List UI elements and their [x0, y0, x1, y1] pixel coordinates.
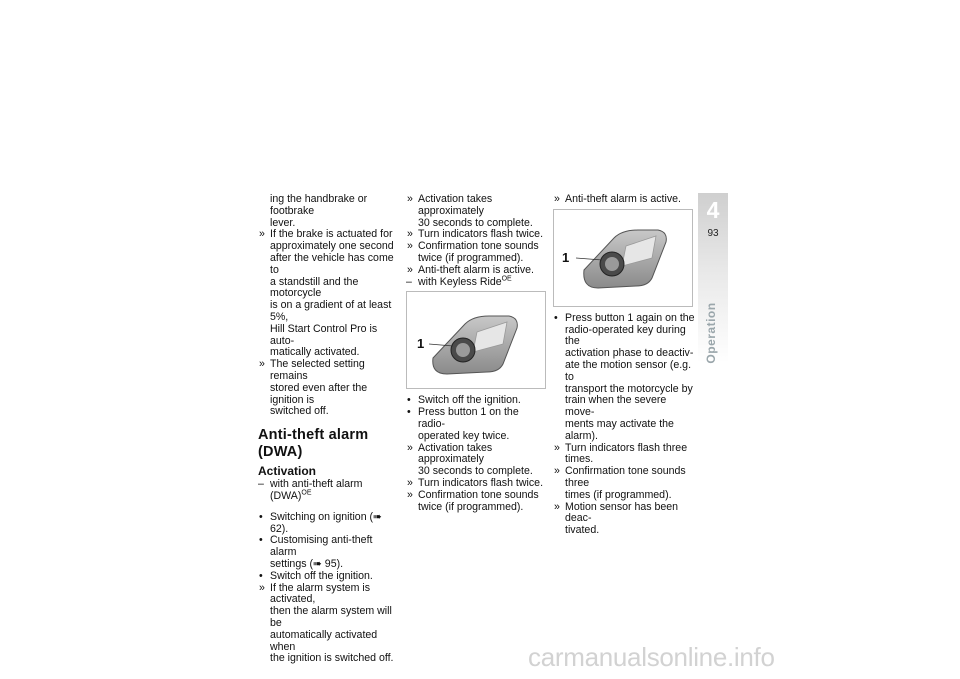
line-text: If the brake is actuated for: [270, 228, 393, 241]
line-text: the ignition is switched off.: [270, 652, 394, 665]
text-line: [258, 653, 400, 665]
line-text: settings (➠ 95).: [270, 557, 344, 570]
key-fob-illustration: [554, 210, 692, 306]
key-fob-figure: [406, 291, 546, 389]
text-line: [258, 583, 400, 607]
dash-marker: –: [406, 275, 412, 288]
text-line: [258, 300, 400, 324]
line-text: The selected setting remains: [270, 358, 365, 382]
line-text: approximately one second: [270, 240, 394, 253]
text-line: [258, 277, 400, 301]
text-line: [406, 407, 548, 431]
figure-callout-1: 1: [562, 249, 570, 265]
line-text: times.: [565, 453, 594, 466]
line-text: Press button 1 again on the: [565, 311, 695, 324]
subheading: Activation: [258, 464, 317, 479]
text-line: [258, 194, 400, 218]
line-text: Activation takes approximately: [418, 441, 493, 466]
text-line: [553, 194, 695, 206]
line-text: activation phase to deactiv-: [565, 347, 694, 360]
text-line: [258, 253, 400, 277]
text-line: [258, 324, 400, 348]
line-text: times (if programmed).: [565, 488, 672, 501]
line-text: tivated.: [565, 524, 600, 537]
line-text: Switch off the ignition.: [418, 394, 521, 407]
text-line: [406, 443, 548, 467]
line-text: twice (if programmed).: [418, 500, 524, 513]
list-marker: »: [554, 500, 560, 513]
line-text: Confirmation tone sounds: [418, 488, 539, 501]
list-marker: »: [407, 263, 413, 276]
list-marker: »: [407, 240, 413, 253]
list-marker: •: [259, 569, 263, 582]
line-text: Turn indicators flash twice.: [418, 228, 544, 241]
line-text: Motion sensor has been deac-: [565, 500, 679, 525]
chapter-label: [696, 300, 726, 370]
col1-lines-a: [258, 194, 400, 418]
column-1: [258, 194, 400, 665]
line-text: Customising anti-theft alarm: [270, 534, 373, 559]
text-line: [553, 395, 695, 419]
list-marker: •: [407, 394, 411, 407]
line-text: lever.: [270, 216, 296, 229]
text-line: [553, 466, 695, 490]
text-line: [258, 359, 400, 383]
col1-lines-b: [258, 512, 400, 665]
line-text: Confirmation tone sounds three: [565, 465, 686, 489]
line-text: Activation takes approximately: [418, 193, 493, 217]
figure-callout-1: 1: [417, 336, 425, 352]
option-line-dwa: [258, 479, 400, 503]
line-text: then the alarm system will be: [270, 605, 392, 629]
option-sup: OE: [301, 489, 312, 497]
page-number: 93: [707, 228, 719, 239]
list-marker: »: [407, 228, 413, 241]
text-line: [553, 360, 695, 384]
text-line: [258, 406, 400, 418]
chapter-number: 4: [706, 197, 720, 223]
line-text: stored even after the ignition is: [270, 381, 368, 406]
line-text: 30 seconds to complete.: [418, 465, 533, 478]
line-text: Press button 1 on the radio-: [418, 406, 519, 430]
line-text: Switching on ignition (➠ 62).: [270, 510, 382, 535]
line-text: automatically activated when: [270, 628, 378, 653]
line-text: Turn indicators flash twice.: [418, 476, 544, 489]
option-text: with anti-theft alarm (DWA): [270, 478, 363, 502]
watermark: carmanualsonline.info: [528, 642, 775, 672]
section-heading: Anti-theft alarm (DWA): [258, 427, 369, 461]
text-line: [553, 325, 695, 349]
key-fob-figure-2: [553, 209, 693, 307]
text-line: [258, 535, 400, 559]
line-text: transport the motorcycle by: [565, 382, 693, 395]
line-text: ments may activate the alarm).: [565, 417, 674, 442]
list-marker: »: [407, 441, 413, 454]
chapter-label-text: Operation: [704, 302, 718, 364]
line-text: twice (if programmed).: [418, 251, 524, 264]
line-text: Turn indicators flash three: [565, 441, 688, 454]
text-line: [406, 502, 548, 514]
list-marker: »: [259, 228, 265, 241]
list-marker: •: [554, 311, 558, 324]
option-sup: OE: [501, 275, 512, 283]
list-marker: »: [259, 581, 265, 594]
line-text: 30 seconds to complete.: [418, 216, 533, 229]
list-marker: •: [259, 510, 263, 523]
line-text: switched off.: [270, 405, 329, 418]
list-marker: •: [407, 406, 411, 419]
text-line: [553, 525, 695, 537]
line-text: operated key twice.: [418, 429, 510, 442]
list-marker: •: [259, 534, 263, 547]
text-line: [553, 419, 695, 443]
text-line: [258, 630, 400, 654]
line-text: train when the severe move-: [565, 394, 667, 419]
list-marker: »: [407, 488, 413, 501]
line-text: Hill Start Control Pro is auto-: [270, 322, 378, 347]
option-line-keyless: [406, 277, 548, 289]
line-text: a standstill and the motorcycle: [270, 275, 359, 300]
col3-lines-b: [553, 313, 695, 537]
list-marker: »: [407, 193, 413, 205]
key-fob-illustration: [407, 292, 545, 388]
list-marker: »: [259, 358, 265, 371]
list-marker: »: [554, 441, 560, 454]
list-marker: »: [554, 193, 560, 205]
dash-marker: –: [258, 478, 264, 491]
line-text: after the vehicle has come to: [270, 251, 394, 276]
line-text: Switch off the ignition.: [270, 569, 373, 582]
text-line: [258, 606, 400, 630]
col2-lines-a: [406, 194, 548, 277]
col3-lines-a: [553, 194, 695, 206]
list-marker: »: [554, 465, 560, 478]
line-text: Anti-theft alarm is active.: [418, 263, 534, 276]
text-line: [258, 512, 400, 536]
col2-lines-b: [406, 395, 548, 513]
option-text: with Keyless Ride: [418, 275, 502, 288]
line-text: matically activated.: [270, 346, 360, 359]
line-text: ing the handbrake or footbrake: [270, 193, 368, 217]
line-text: Anti-theft alarm is active.: [565, 193, 681, 205]
text-line: [553, 502, 695, 526]
list-marker: »: [407, 476, 413, 489]
line-text: radio-operated key during the: [565, 323, 686, 348]
text-line: [406, 194, 548, 218]
line-text: ate the motion sensor (e.g. to: [565, 358, 692, 383]
column-2: [406, 194, 548, 513]
line-text: Confirmation tone sounds: [418, 240, 539, 253]
line-text: If the alarm system is activated,: [270, 581, 371, 606]
line-text: is on a gradient of at least 5%,: [270, 299, 392, 323]
text-line: [258, 383, 400, 407]
column-3: [553, 194, 695, 537]
